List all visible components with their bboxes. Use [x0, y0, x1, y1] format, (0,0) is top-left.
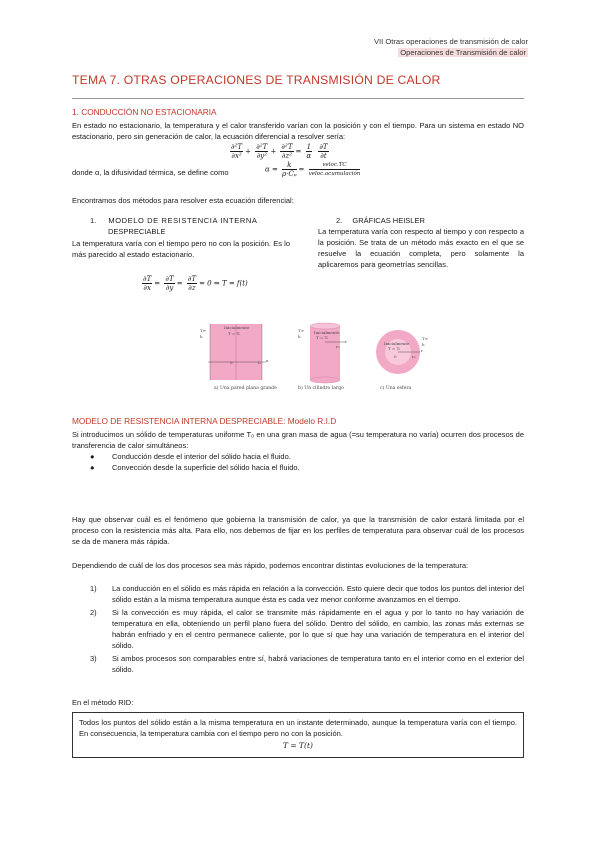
rid-bullets: [90, 451, 520, 473]
cylinder-ro-label: r₀: [336, 344, 340, 349]
method1-equation: $\frac{\partial T}{\partial x}$ = $\frac{\partial T}{\partial y}$ = $\frac{\partial T}{\partial z}$ = 0 ⇒ T = f(t): [143, 275, 248, 292]
caption-sphere: c) Una esfera: [380, 386, 412, 391]
list-item-number: 3): [90, 654, 97, 663]
rid-summary-box: [72, 712, 524, 758]
wall-L-label: L: [258, 360, 261, 365]
rid-box-text: Todos los puntos del sólido están a la misma temperatura en un instante determinado, aunque la temperatura varía con el tiempo. En consecuencia, la temperatura cambia con el tiempo pero no con la posición.: [79, 718, 517, 738]
caption-wall: a) Una pared plana grande: [214, 386, 277, 391]
title-divider: [72, 98, 524, 99]
method1-title-line1: MODELO DE RESISTENCIA INTERNA: [108, 216, 258, 225]
method2-title: [336, 215, 425, 226]
methods-intro: Encontramos dos métodos para resolver esta ecuación diferencial:: [72, 196, 294, 205]
cylinder-top: [310, 323, 340, 329]
rid-paragraph-1: Hay que observar cuál es el fenómeno que gobierna la transmisión de calor, ya que la transmisión de calor estará limitada por el proceso con la resistencia más alta. Para ello, nos debemos de fijar en los perfiles de temperatura para observar cuál de los procesos se da de manera más rápida.: [72, 515, 524, 546]
section-heading-conduccion: 1. CONDUCCIÓN NO ESTACIONARIA: [72, 107, 217, 117]
evolution-list: [90, 583, 524, 675]
bullet-text-conduccion: Conducción desde el interior del sólido hacia el fluido.: [112, 452, 291, 461]
method1-number: 1.: [90, 216, 97, 225]
method2-number: 2.: [336, 216, 343, 225]
caption-cylinder: b) Un cilindro largo: [298, 386, 344, 391]
cylinder-r-label: r: [345, 339, 347, 344]
method2-text: La temperatura varía con respecto al tiempo y con respecto a la posición. Se trata de un método más exacto en el que se resuelve la ecuación completa, pero solamente la aplicaremos para geometrías sencillas.: [318, 227, 524, 269]
method1-title-line2: DESPRECIABLE: [108, 227, 166, 236]
method2-title-text: GRÁFICAS HEISLER: [352, 216, 425, 225]
wall-initial-label: Inicialmente: [224, 325, 250, 330]
sphere-temp-label: T = Tᵢ: [388, 346, 401, 351]
header-subject: Operaciones de Transmisión de calor: [400, 48, 526, 57]
rid-label: En el método RID:: [72, 698, 134, 707]
sphere-tinf-label: T∞: [422, 336, 428, 341]
rid-box-equation: T = T(t): [283, 741, 313, 750]
wall-zero-label: 0: [230, 360, 233, 365]
wall-temp-label: T = Tᵢ: [228, 331, 241, 336]
wall-h-label: h: [200, 334, 203, 339]
geometry-figure: [198, 322, 438, 394]
section1-paragraph: En estado no estacionario, la temperatura y el calor transferido varían con la posición y con el tiempo. Para un sistema en estado NO estacionario, pero sin generación de calor, la ecuación diferencial a resolver sería:: [72, 121, 524, 141]
cylinder-tinf-label: T∞: [298, 328, 304, 333]
header-chapter: VII Otras operaciones de transmisión de calor: [373, 37, 528, 46]
sphere-ro-label: r₀: [412, 354, 416, 359]
list-item-number: 2): [90, 608, 97, 617]
list-item: [90, 653, 524, 675]
running-header: [374, 36, 528, 58]
wall-x-label: x: [266, 358, 269, 363]
sphere-initial-label: Inicialmente: [384, 341, 410, 346]
list-item-text: La conducción en el sólido es más rápida en relación a la convección. Esto quiere decir que todos los puntos del interior del sólido están a la misma temperatura aunque ésta es cada vez menor conforme avanzamos en el tiempo.: [112, 584, 524, 604]
section-heading-rid: MODELO DE RESISTENCIA INTERNA DESPRECIABLE: Modelo R.I.D: [72, 416, 337, 426]
cylinder-bottom: [310, 377, 340, 383]
list-item-text: Si ambos procesos son comparables entre sí, habrá variaciones de temperatura tanto en el interior como en el exterior del sólido.: [112, 654, 524, 674]
heat-equation: $\frac{\text{∂²T}}{\text{∂x²}}$ + $\frac{\text{∂²T}}{\text{∂y²}}$ + $\frac{\text{∂²T}}{\text{∂z²}}$ = $\frac{1}{\alpha}$ $\frac{\partial T}{\partial t}$: [231, 143, 328, 160]
list-item: [90, 607, 524, 651]
list-item: [90, 583, 524, 605]
sphere-r-label: r: [421, 348, 423, 353]
bullet-item: ● Conducción desde el interior del sólido hacia el fluido.: [90, 452, 291, 461]
list-item-number: 1): [90, 584, 97, 593]
diffusivity-text: donde α, la difusividad térmica, se define como: [72, 168, 229, 177]
rid-intro: Si introducimos un sólido de temperaturas uniforme T₀ en una gran masa de agua (=su temperatura no varía) ocurren dos procesos de transferencia de calor simultáneos:: [72, 430, 524, 450]
rid-paragraph-2: Dependiendo de cuál de los dos procesos sea más rápido, podemos encontrar distintas evoluciones de la temperatura:: [72, 561, 469, 570]
diffusivity-equation: α = $\frac{k}{\text{ρ·Cₚ}}$ = $\frac{\text{veloc.TC}}{\text{veloc.acumulación}}$: [265, 161, 361, 178]
method1-text: La temperatura varía con el tiempo pero no con la posición. Es lo más parecido al estado estacionario.: [72, 239, 290, 259]
method1-title: [90, 215, 290, 237]
list-item-text: Si la convección es muy rápida, el calor se transmite más rápidamente en el agua y por lo tanto no hay variación de temperatura en ella, obteniendo un perfil plano fuera del sólido. Dentro del sólido, en cambio, las zonas más externas se habrán enfriado y en el centro permanece caliente, por lo que sí que hay una variación de temperatura en el interior del sólido.: [112, 608, 524, 650]
page-title: TEMA 7. OTRAS OPERACIONES DE TRANSMISIÓN DE CALOR: [72, 73, 441, 87]
bullet-item: ● Convección desde la superficie del sólido hacia el fluido.: [90, 463, 300, 472]
wall-tinf-label: T∞: [200, 328, 206, 333]
bullet-text-conveccion: Convección desde la superficie del sólido hacia el fluido.: [112, 463, 300, 472]
cylinder-initial-label: Inicialmente: [314, 330, 340, 335]
cylinder-h-label: h: [298, 334, 301, 339]
sphere-zero-label: 0: [394, 354, 397, 359]
sphere-h-label: h: [422, 342, 425, 347]
cylinder-temp-label: T = Tᵢ: [316, 335, 329, 340]
